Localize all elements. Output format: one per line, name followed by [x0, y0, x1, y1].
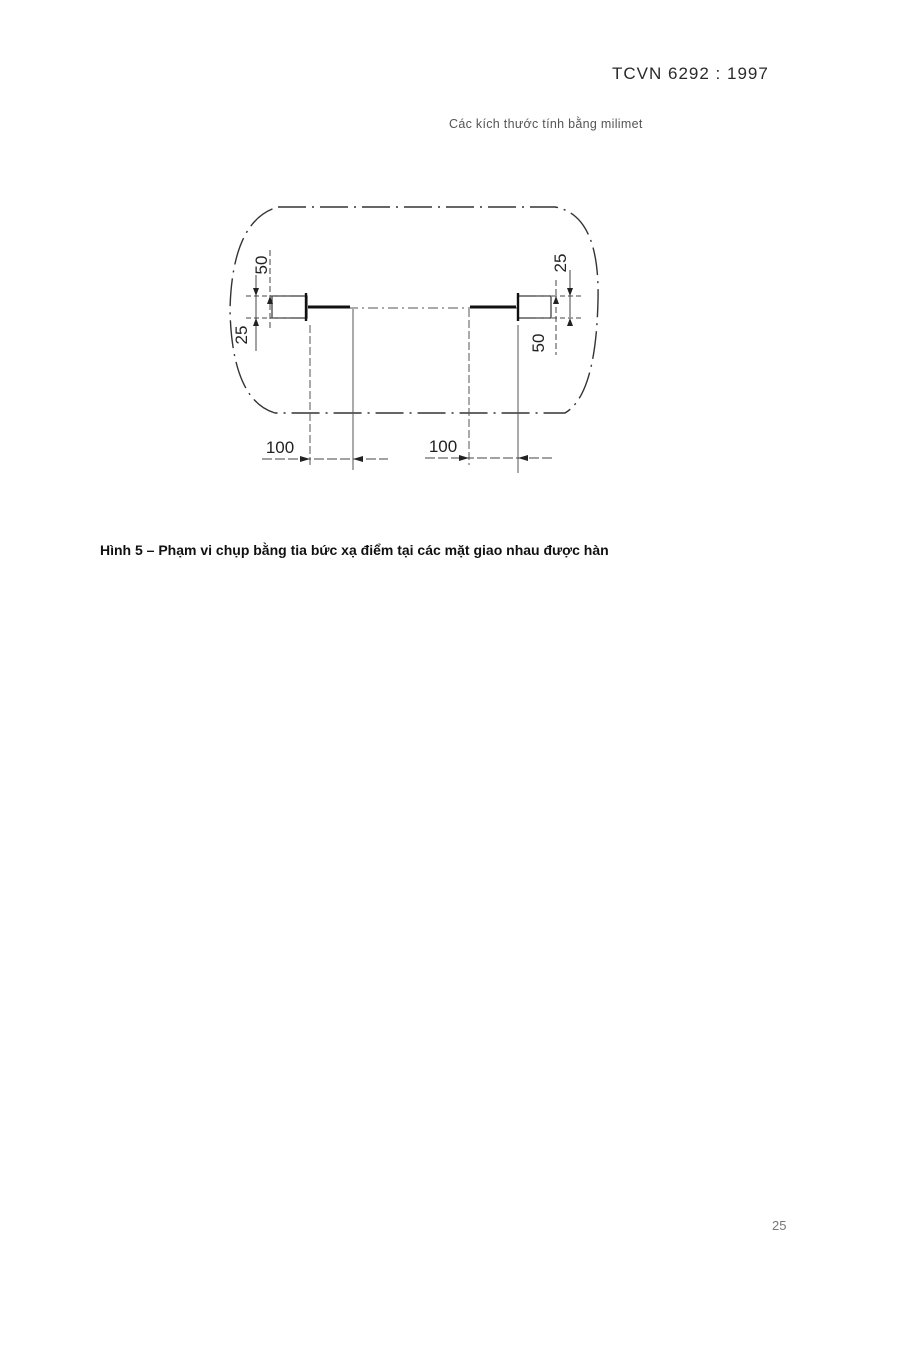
units-note: Các kích thước tính bằng milimet — [449, 117, 643, 131]
figure-caption: Hình 5 – Phạm vi chụp bằng tia bức xạ điểm tại các mặt giao nhau được hàn — [100, 542, 609, 558]
left-insert — [272, 296, 307, 318]
vessel-outline — [230, 207, 598, 413]
dim-right-25: 25 — [551, 253, 570, 273]
dim-right-50: 50 — [529, 333, 548, 353]
dim-bottom-right-100: 100 — [428, 437, 458, 456]
page-number: 25 — [772, 1218, 787, 1233]
standard-code: TCVN 6292 : 1997 — [612, 64, 769, 83]
dim-left-25: 25 — [232, 325, 251, 345]
dim-left-50: 50 — [252, 255, 271, 275]
figure-drawing — [220, 195, 610, 485]
dim-bottom-left-100: 100 — [265, 438, 295, 457]
right-insert — [518, 296, 551, 318]
weld-radiography-figure — [220, 195, 610, 485]
